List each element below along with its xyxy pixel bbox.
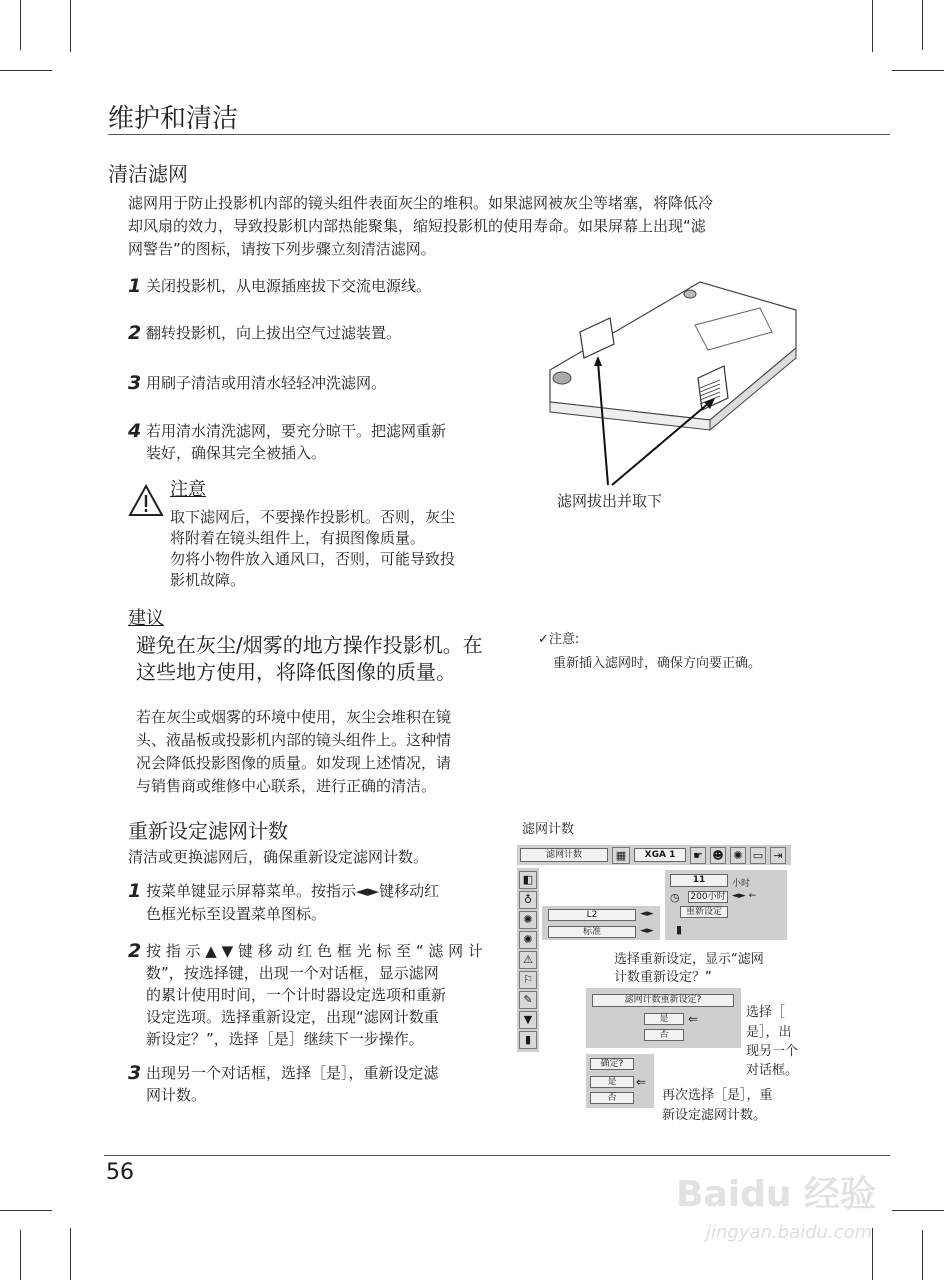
watermark-logo: Baidu 经验 [676, 1174, 877, 1215]
advice-body: 若在灰尘或烟雾的环境中使用，灰尘会堆积在镜 [136, 708, 452, 726]
title-rule [108, 134, 890, 135]
sidebar-icon[interactable]: ⚐ [519, 971, 537, 989]
step-text: 色框光标至设置菜单图标。 [146, 905, 327, 923]
step-number: 3 [128, 372, 142, 394]
intro-line: 滤网用于防止投影机内部的镜头组件表面灰尘的堆积。如果滤网被灰尘等堵塞，将降低冷 [128, 194, 714, 212]
screen-label: 滤网计数 [522, 822, 575, 837]
advice-body: 头、液晶板或投影机内部的镜头组件上。这种情 [136, 731, 452, 749]
arrow-left-right-icon[interactable]: ◄► [640, 909, 654, 919]
advice-body: 况会降低投影图像的质量。如发现上述情况，请 [136, 754, 452, 772]
screen-icon[interactable]: ▭ [750, 847, 766, 864]
pointer-arrow-icon: ⇐ [688, 1012, 699, 1026]
page-title: 维护和清洁 [108, 104, 239, 134]
step-text: 数”，按选择键，出现一个对话框，显示滤网 [146, 964, 439, 982]
step-text: 关闭投影机，从电源插座拔下交流电源线。 [146, 277, 432, 295]
hours-unit: 小时 [732, 879, 751, 889]
annotation: 选择重新设定，显示“滤网 [614, 952, 764, 967]
fan-icon[interactable]: ✺ [519, 911, 537, 929]
yes-button[interactable]: 是 [644, 1013, 684, 1025]
arrow-left-right-icon[interactable]: ◄► ← [732, 891, 757, 901]
step-number: 4 [128, 420, 142, 442]
timer-setting[interactable]: 200小时 [688, 891, 728, 903]
step-text: 新设定？”，选择［是］继续下一步操作。 [146, 1030, 424, 1048]
yes-button[interactable]: 是 [590, 1076, 634, 1088]
warning-icon [128, 484, 164, 518]
step-number: 2 [128, 322, 142, 344]
step-text: 若用清水清洗滤网，要充分晾干。把滤网重新 [146, 422, 447, 440]
step-text: 按菜单键显示屏幕菜单。按指示◄►键移动红 [146, 882, 440, 900]
crop-mark [70, 1228, 71, 1280]
step-number: 1 [128, 275, 142, 297]
fan-icon[interactable]: ✺ [519, 931, 537, 949]
step-text: 用刷子清洁或用清水轻轻冲洗滤网。 [146, 374, 387, 392]
hours-value: 11 [670, 874, 728, 887]
footer-rule [104, 1155, 890, 1156]
dialog-title: 确定? [590, 1058, 634, 1070]
annotation: 新设定滤网计数。 [662, 1108, 767, 1123]
hand-icon[interactable]: ☛ [690, 847, 706, 864]
section-heading: 清洁滤网 [108, 162, 188, 186]
sidebar-icon[interactable]: ♁ [519, 891, 537, 909]
step-text: 装好，确保其完全被插入。 [146, 444, 327, 462]
step-text: 设定选项。选择重新设定，出现“滤网计数重 [146, 1008, 439, 1026]
crop-mark [20, 0, 21, 50]
advice-body: 与销售商或维修中心联系，进行正确的清洁。 [136, 777, 437, 795]
exit-icon[interactable]: ⇥ [770, 847, 786, 864]
annotation: 对话框。 [746, 1063, 799, 1078]
crop-mark [922, 1230, 923, 1280]
annotation: 选择［ [746, 1005, 786, 1020]
step-text: 按 指 示 ▲ ▼ 键 移 动 红 色 框 光 标 至 “ 滤 网 计 [146, 942, 483, 960]
clock-icon: ◷ [670, 891, 680, 904]
person-icon[interactable]: ☻ [710, 847, 726, 864]
menu-icon[interactable]: ▦ [612, 847, 630, 864]
crop-mark [20, 1230, 21, 1280]
menu-item-filter-counter[interactable]: 滤网计数 [520, 848, 608, 862]
step-number: 1 [128, 880, 142, 902]
annotation: 再次选择［是］，重 [662, 1088, 773, 1103]
step-text: 网计数。 [146, 1086, 207, 1104]
mode-setting[interactable]: 标准 [548, 926, 636, 938]
annotation: 计数重新设定？” [614, 970, 712, 985]
pointer-arrow-icon: ⇐ [636, 1075, 647, 1089]
step-text: 的累计使用时间，一个计时器设定选项和重新 [146, 986, 447, 1004]
lamp-setting[interactable]: L2 [548, 909, 636, 921]
crop-mark [0, 1210, 52, 1211]
sidebar-icon[interactable]: ✎ [519, 991, 537, 1009]
caution-line: 取下滤网后，不要操作投影机。否则，灰尘 [170, 508, 456, 526]
section-heading: 重新设定滤网计数 [128, 819, 288, 843]
advice-big: 避免在灰尘/烟雾的地方操作投影机。在 [136, 633, 483, 657]
dialog-title: 滤网计数重新设定? [592, 994, 734, 1007]
no-button[interactable]: 否 [590, 1092, 634, 1104]
warning-icon[interactable]: ⚠ [519, 951, 537, 969]
crop-mark [892, 1210, 944, 1211]
crop-mark [922, 0, 923, 50]
crop-mark [872, 0, 873, 52]
annotation: 现另一个 [746, 1044, 799, 1059]
mode-display: XGA 1 [634, 848, 686, 862]
caution-line: 勿将小物件放入通风口，否则，可能导致投 [170, 550, 456, 568]
note-title-text: 注意: [548, 632, 580, 647]
watermark-url: jingyan.baidu.com [706, 1222, 873, 1243]
caution-line: 影机故障。 [170, 571, 246, 589]
arrow-left-right-icon[interactable]: ◄► [640, 926, 654, 936]
note-text: 重新插入滤网时，确保方向要正确。 [553, 656, 762, 671]
advice-title: 建议 [128, 608, 164, 629]
sidebar-icon[interactable]: ◧ [519, 871, 537, 889]
crop-mark [0, 70, 52, 71]
figure-caption: 滤网拔出并取下 [557, 492, 663, 510]
step-text: 出现另一个对话框，选择［是］，重新设定滤 [146, 1064, 439, 1082]
crop-mark [892, 70, 944, 71]
filter-icon: ▮ [676, 923, 683, 936]
reset-button[interactable]: 重新设定 [680, 906, 728, 918]
no-button[interactable]: 否 [644, 1029, 684, 1041]
crop-mark [872, 1228, 873, 1280]
intro-line: 却风扇的效力，导致投影机内部热能聚集，缩短投影机的使用寿命。如果屏幕上出现“滤 [128, 217, 706, 235]
caution-line: 将附着在镜头组件上，有损图像质量。 [170, 529, 426, 547]
annotation: 是］，出 [746, 1025, 792, 1040]
advice-big: 这些地方使用，将降低图像的质量。 [136, 660, 456, 684]
sidebar-icon[interactable]: ▮ [519, 1031, 537, 1049]
step-number: 2 [128, 940, 142, 962]
intro-line: 网警告”的图标，请按下列步骤立刻清洁滤网。 [128, 240, 436, 258]
step-text: 翻转投影机，向上拔出空气过滤装置。 [146, 324, 402, 342]
page-number: 56 [106, 1160, 134, 1185]
note-title [538, 628, 579, 647]
caution-title: 注意 [170, 479, 206, 500]
projector-illustration [540, 270, 802, 500]
step-number: 3 [128, 1062, 142, 1084]
reset-intro: 清洁或更换滤网后，确保重新设定滤网计数。 [128, 848, 429, 866]
check-icon: ✓ [538, 632, 549, 647]
fan-icon[interactable]: ✺ [730, 847, 746, 864]
sidebar-icon[interactable]: ▼ [519, 1011, 537, 1029]
crop-mark [70, 0, 71, 52]
